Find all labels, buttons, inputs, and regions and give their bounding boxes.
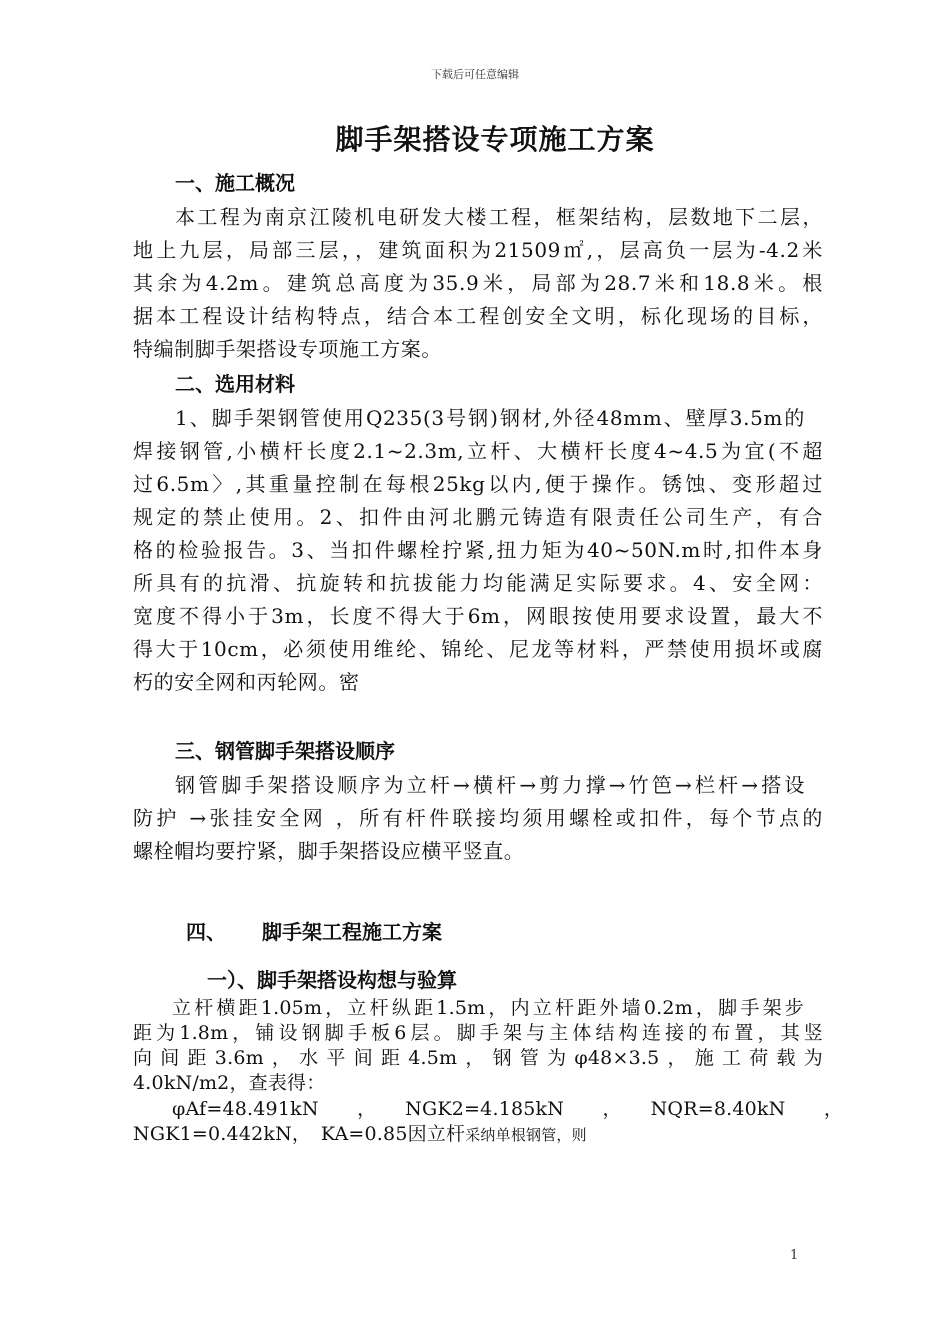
- section-1-line-2: 地上九层，局部三层，，建筑面积为21509㎡,，层高负一层为-4.2米: [133, 238, 823, 262]
- section-2-heading: 二、选用材料: [175, 372, 295, 396]
- section-3-heading: 三、钢管脚手架搭设顺序: [175, 739, 395, 763]
- section-4-sub-heading: 一）、脚手架搭设构想与验算: [207, 968, 457, 992]
- section-4-line-3: 向间距3.6m，水平间距4.5m，钢管为φ48×3.5，施工荷载为: [133, 1047, 823, 1069]
- section-1-heading: 一、施工概况: [175, 171, 295, 195]
- section-2-line-4: 规定的禁止使用。2、扣件由河北鹏元铸造有限责任公司生产，有合: [133, 505, 823, 529]
- section-2-line-8: 得大于10cm，必须使用维纶、锦纶、尼龙等材料，严禁使用损坏或腐: [133, 637, 823, 661]
- section-1-line-4: 据本工程设计结构特点，结合本工程创安全文明，标化现场的目标，: [133, 304, 823, 328]
- section-2-line-6: 所具有的抗滑、抗旋转和抗拔能力均能满足实际要求。4、安全网：: [133, 571, 823, 595]
- section-1-line-1: 本工程为南京江陵机电研发大楼工程，框架结构，层数地下二层，: [175, 205, 823, 229]
- section-3-line-3: 螺栓帽均要拧紧，脚手架搭设应横平竖直。: [133, 839, 525, 863]
- section-2-line-1: 1、脚手架钢管使用Q235(3号钢)钢材,外径48mm、壁厚3.5m的: [175, 406, 805, 430]
- section-2-line-9: 朽的安全网和丙轮网。密: [133, 670, 360, 694]
- section-2-line-7: 宽度不得小于3m，长度不得大于6m，网眼按使用要求设置，最大不: [133, 604, 823, 628]
- header-note: 下载后可任意编辑: [431, 68, 519, 81]
- section-1-line-3: 其余为4.2m。建筑总高度为35.9米，局部为28.7米和18.8米。根: [133, 271, 823, 295]
- page-number: 1: [790, 1248, 799, 1263]
- section-4-params-line: φAf=48.491kN ， NGK2=4.185kN ， NQR=8.40kN ，: [172, 1098, 844, 1120]
- section-2-line-5: 格的检验报告。3、当扣件螺栓拧紧,扭力矩为40~50N.m时,扣件本身: [133, 538, 823, 562]
- section-3-line-2: 防护 →张挂安全网 ，所有杆件联接均须用螺栓或扣件，每个节点的: [133, 806, 823, 830]
- section-4-heading-number: 四、: [186, 920, 226, 944]
- document-title: 脚手架搭设专项施工方案: [335, 123, 655, 156]
- section-4-last-line: [133, 1119, 587, 1146]
- section-4-last-line-main: NGK1=0.442kN， KA=0.85因立杆: [133, 1123, 466, 1145]
- section-4-line-2: 距为1.8m，铺设钢脚手板6层。脚手架与主体结构连接的布置，其竖: [133, 1022, 823, 1044]
- section-1-line-5: 特编制脚手架搭设专项施工方案。: [133, 337, 442, 361]
- section-3-line-1: 钢管脚手架搭设顺序为立杆→横杆→剪力撑→竹笆→栏杆→搭设: [175, 773, 805, 797]
- section-4-line-4: 4.0kN/m2，查表得：: [133, 1072, 326, 1094]
- section-4-last-line-small: 采纳单根钢管，则: [465, 1126, 587, 1144]
- section-4-line-1: 立杆横距1.05m，立杆纵距1.5m，内立杆距外墙0.2m，脚手架步: [172, 997, 804, 1019]
- section-4-heading-text: 脚手架工程施工方案: [262, 920, 442, 944]
- section-2-line-3: 过6.5m〉,其重量控制在每根25kg以内,便于操作。锈蚀、变形超过: [133, 472, 823, 496]
- section-2-line-2: 焊接钢管,小横杆长度2.1~2.3m,立杆、大横杆长度4~4.5为宜(不超: [133, 439, 823, 463]
